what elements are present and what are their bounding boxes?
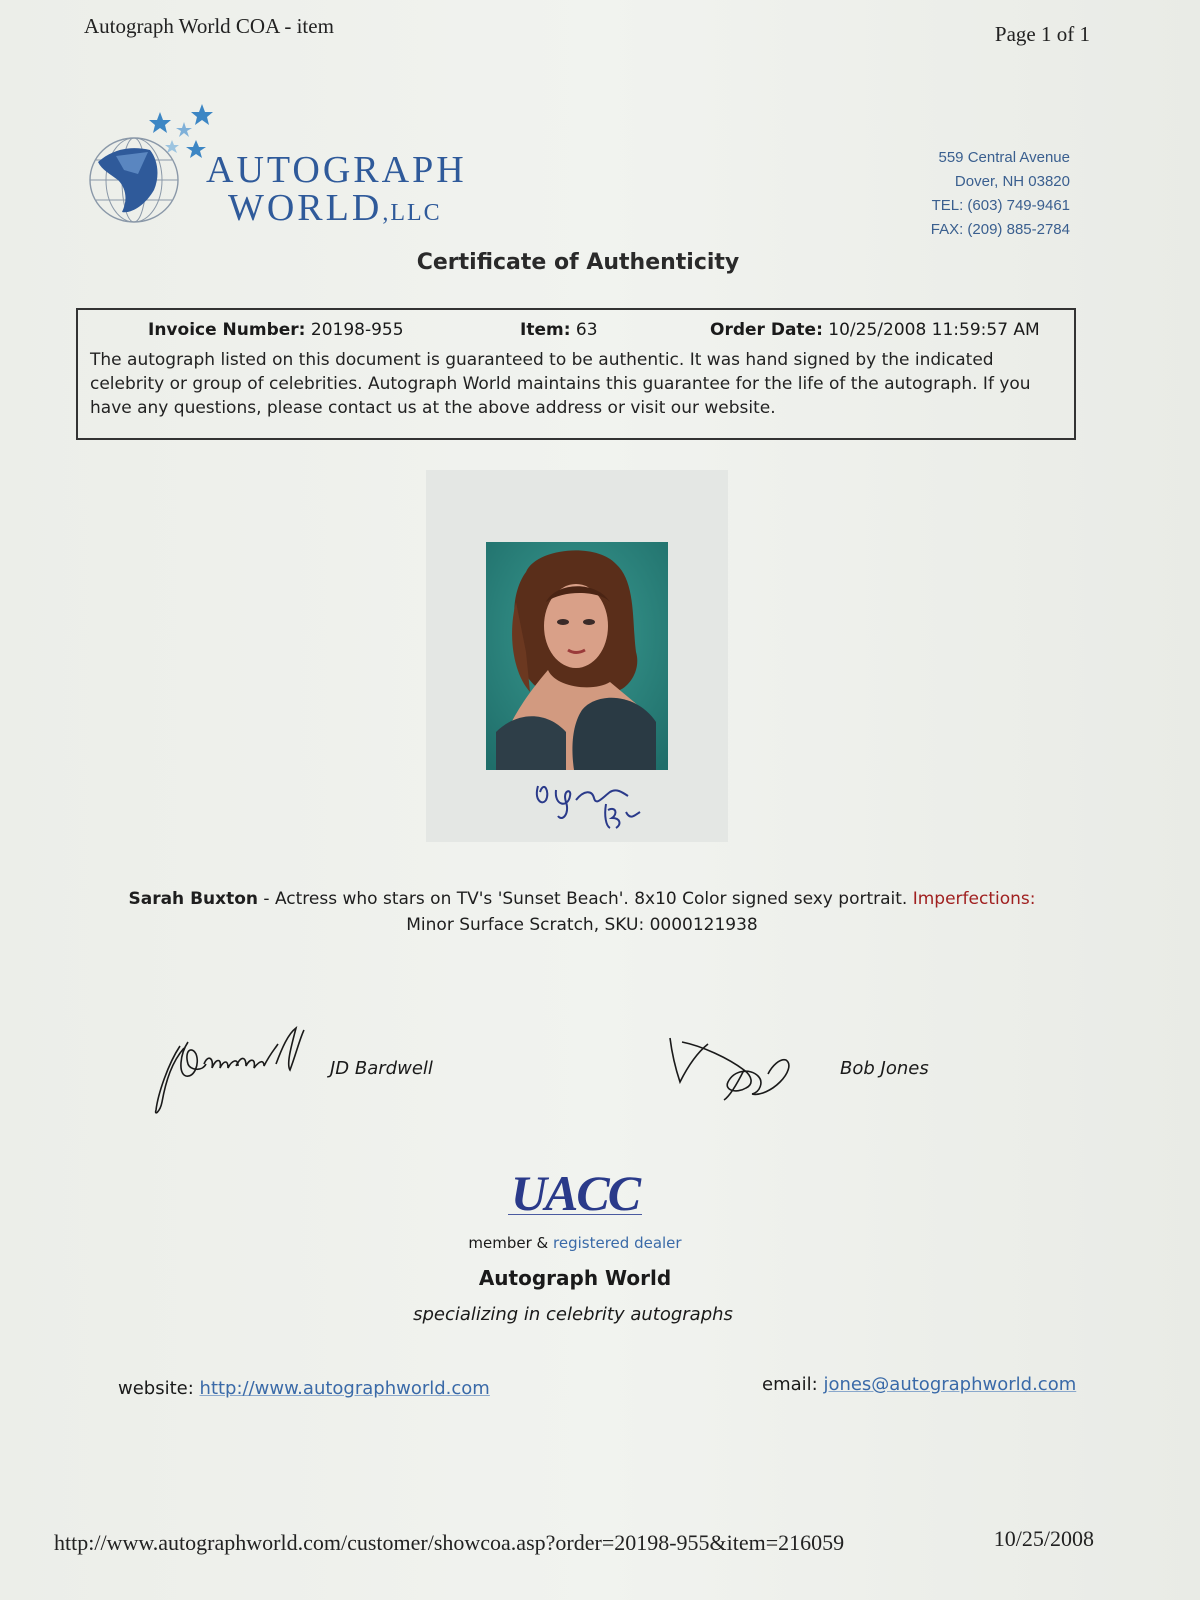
celebrity-signature [532, 776, 652, 832]
certificate-info-box [76, 308, 1076, 440]
order-date-label: Order Date: [710, 320, 823, 340]
address-street: 559 Central Avenue [938, 149, 1070, 166]
email-link[interactable]: jones@autographworld.com [823, 1374, 1077, 1395]
invoice-label: Invoice Number: [148, 320, 306, 340]
item-description [82, 886, 1082, 938]
logo-text-world [228, 186, 442, 230]
guarantee-text: The autograph listed on this document is guaranteed to be authentic. It was hand signed by the indicated celebrity or group of celebrities. Autograph World maintains this guarantee for the life of the autograph. If you have any questions, please contact us at the above address or visit our website. [90, 350, 1031, 418]
address-city: Dover, NH 03820 [954, 173, 1070, 190]
item-number [520, 320, 598, 340]
company-address [931, 146, 1070, 242]
signatory-name-right: Bob Jones [840, 1058, 929, 1079]
item-celebrity-name: Sarah Buxton [128, 889, 259, 909]
email-label: email: [762, 1374, 824, 1395]
invoice-value: 20198-955 [310, 320, 404, 340]
item-value: 63 [575, 320, 598, 340]
item-description-text: - Actress who stars on TV's 'Sunset Beach'. 8x10 Color signed sexy portrait. [258, 889, 913, 909]
email-line [762, 1374, 1076, 1395]
signatory-name-left: JD Bardwell [330, 1058, 433, 1079]
address-tel: TEL: (603) 749-9461 [931, 197, 1070, 214]
logo-text-world-main: WORLD [228, 187, 383, 229]
signed-photo-mat [426, 470, 728, 842]
order-date-value: 10/25/2008 11:59:57 AM [828, 320, 1040, 340]
uacc-logo-text: UACC [510, 1165, 640, 1221]
uacc-logo-underline [508, 1214, 642, 1218]
logo-text-llc: ,LLC [382, 200, 442, 226]
item-imperfections-label: Imperfections: [912, 889, 1036, 909]
company-name: Autograph World [478, 1266, 672, 1290]
signed-portrait-photo [486, 542, 668, 770]
membership-line [0, 1234, 1150, 1252]
member-prefix: member & [468, 1234, 554, 1252]
print-header-title: Autograph World COA - item [84, 14, 334, 38]
certificate-title: Certificate of Authenticity [416, 250, 740, 275]
jd-bardwell-signature [150, 1024, 310, 1116]
registered-dealer-link[interactable]: registered dealer [553, 1234, 682, 1252]
item-imperfections-value: Minor Surface Scratch, SKU: 0000121938 [406, 915, 758, 935]
print-footer-date: 10/25/2008 [993, 1526, 1094, 1551]
globe-stars-icon [88, 104, 218, 232]
uacc-logo [500, 1164, 650, 1224]
print-footer-url: http://www.autographworld.com/customer/showcoa.asp?order=20198-955&item=216059 [54, 1530, 845, 1555]
website-link[interactable]: http://www.autographworld.com [199, 1378, 490, 1399]
order-meta-row [90, 320, 1062, 346]
print-header-page: Page 1 of 1 [994, 22, 1090, 46]
autograph-world-logo [88, 104, 488, 232]
address-fax: FAX: (209) 885-2784 [930, 221, 1070, 238]
company-tagline: specializing in celebrity autographs [413, 1304, 733, 1325]
website-label: website: [118, 1378, 200, 1399]
logo-text-autograph: AUTOGRAPH [206, 149, 467, 191]
website-line [118, 1378, 490, 1399]
item-label: Item: [520, 320, 571, 340]
invoice-number [148, 320, 404, 340]
bob-jones-signature [668, 1030, 798, 1102]
order-date [710, 320, 1040, 340]
